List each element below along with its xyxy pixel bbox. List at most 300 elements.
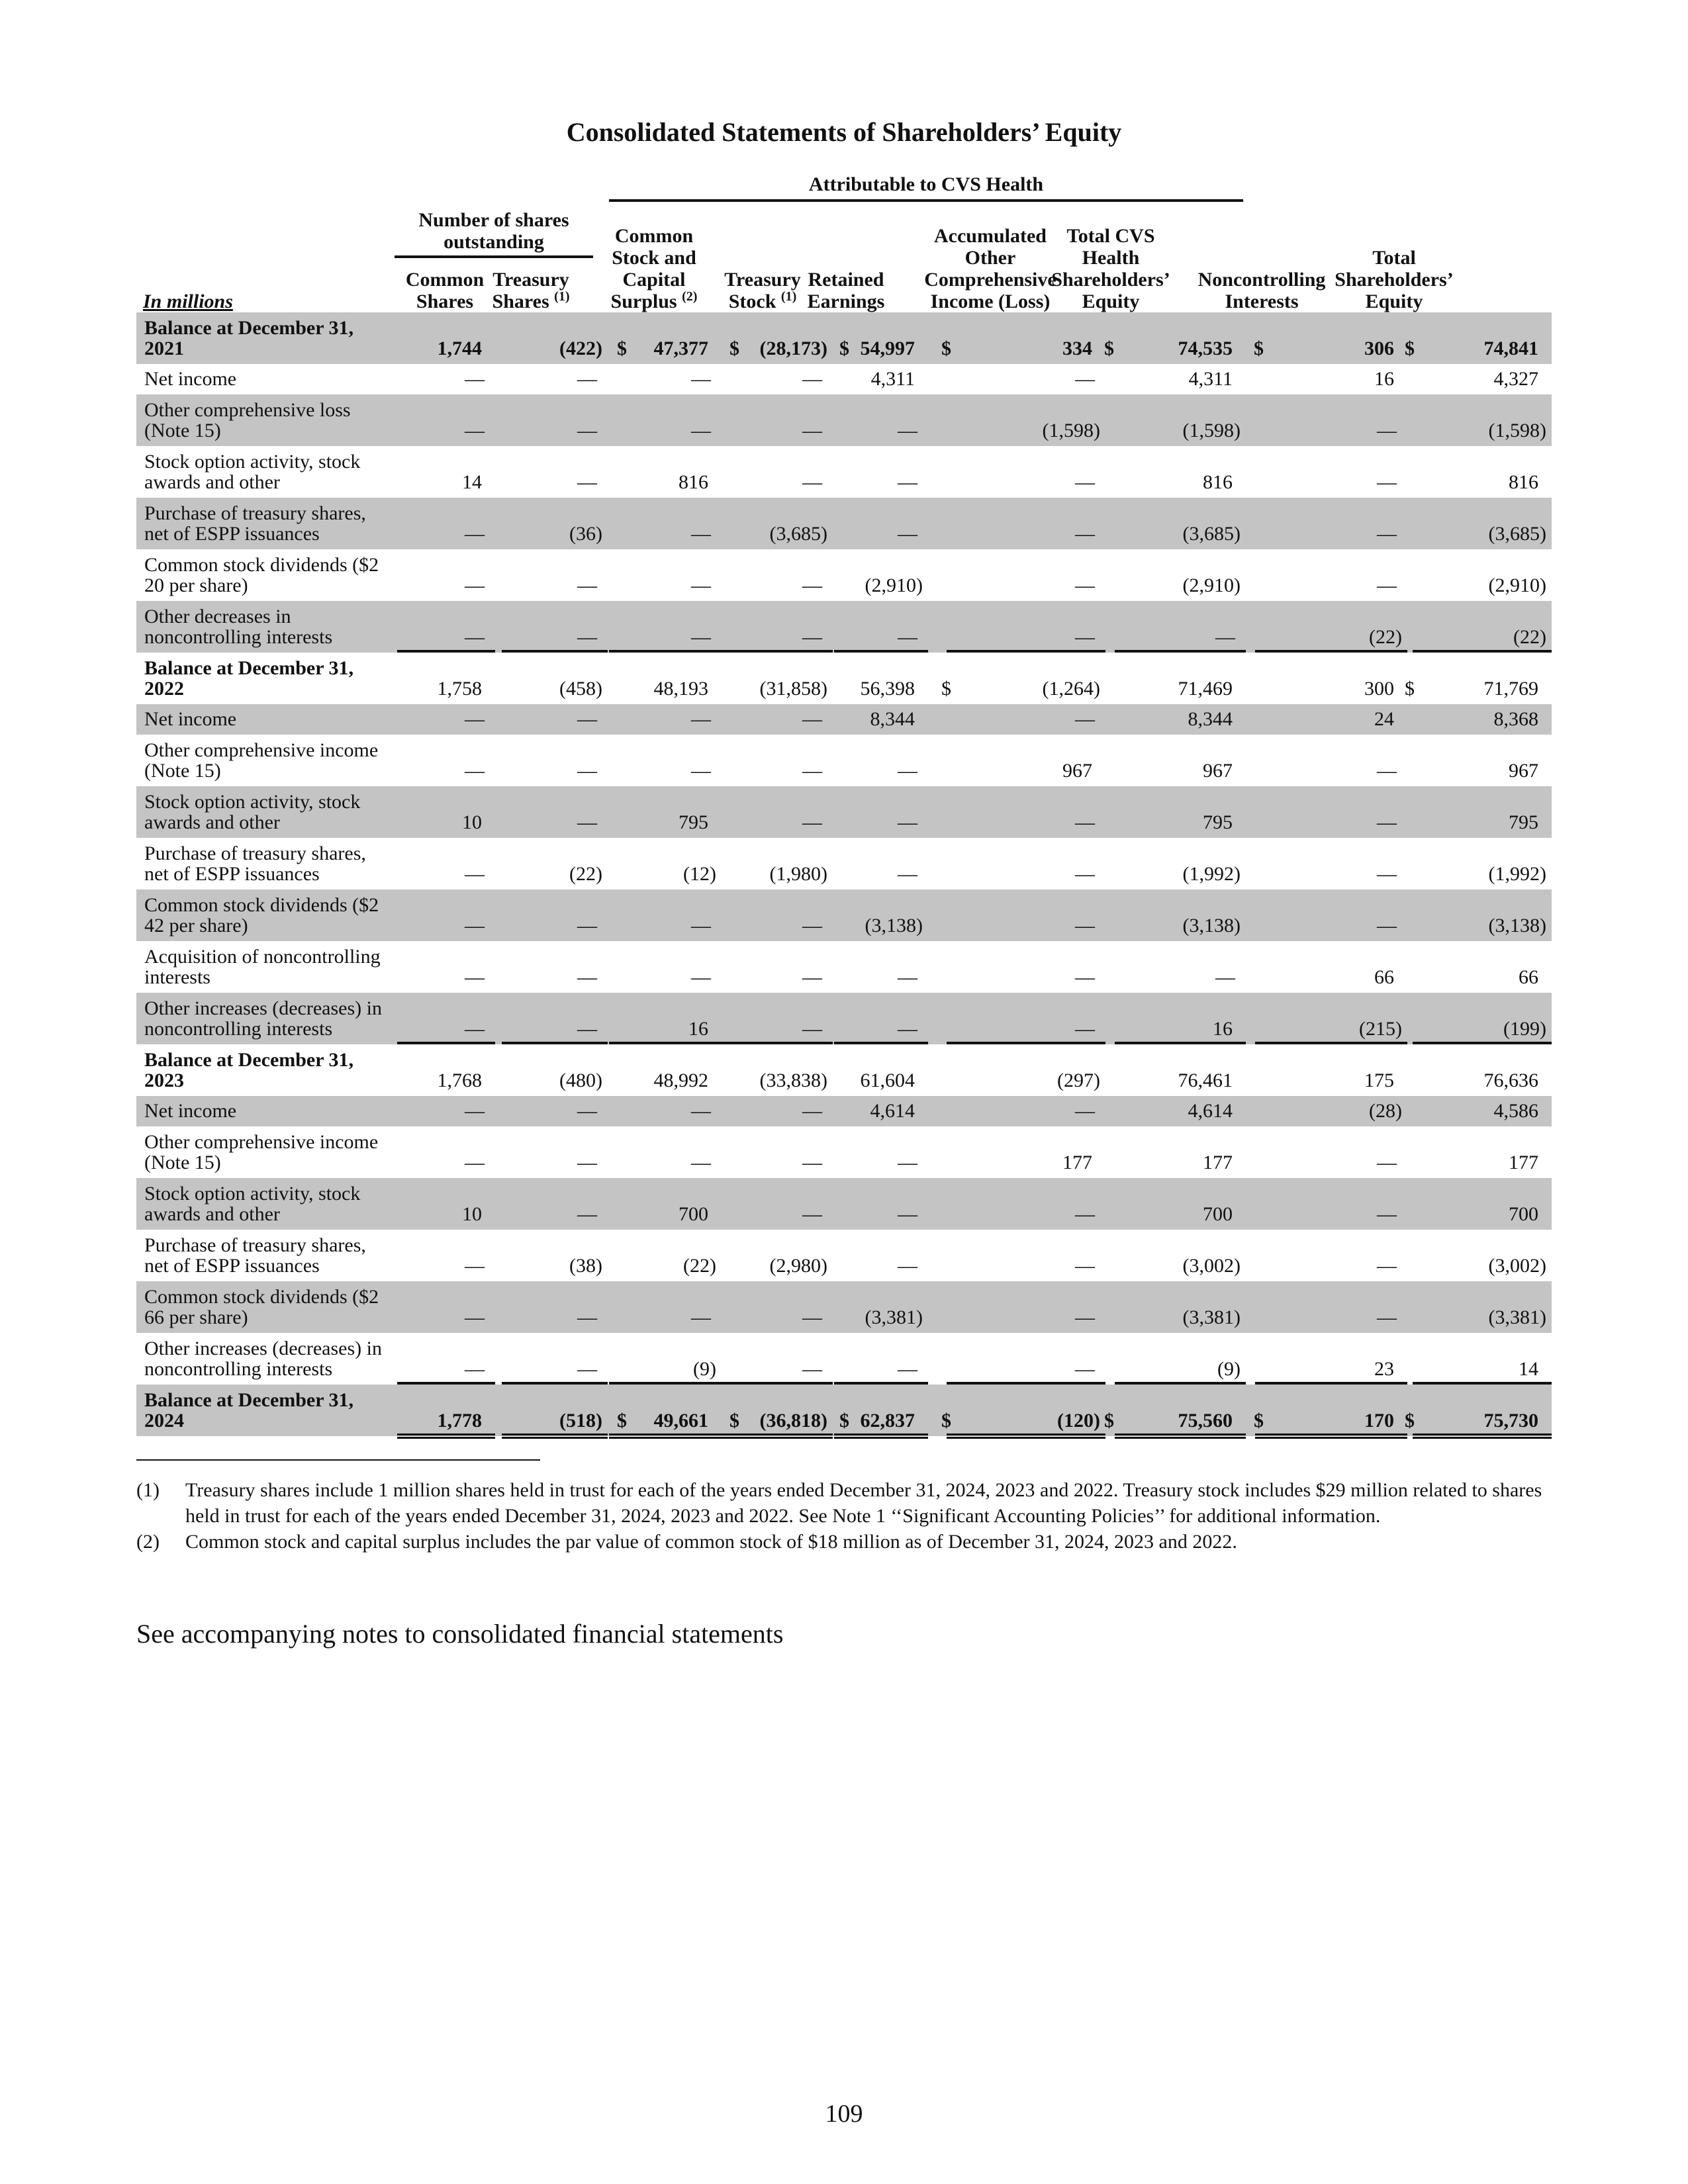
dollar-sign: $ [1405,1410,1415,1432]
cell-value: — [1075,1100,1095,1122]
cell-value: — [1377,574,1397,596]
cell-value: 47,377 [653,338,708,359]
cell-value: (22) [1369,626,1402,648]
row-label: Other increases (decreases) in noncontrolling interests [144,1338,382,1380]
cell-value: 71,469 [1178,678,1233,700]
cell-value: — [802,1358,822,1380]
cell-value: — [691,1306,711,1328]
cell-value: 24 [1374,708,1394,730]
total-double-underline [1115,1433,1246,1439]
cell-value: — [898,760,917,782]
cell-value: — [898,811,917,833]
cell-value: (2,910) [1182,574,1241,596]
cell-value: 300 [1364,678,1394,700]
row-label: Other comprehensive income (Note 15) [144,1131,379,1173]
cell-value: (3,685) [769,523,827,545]
cell-value: 48,193 [653,678,708,700]
row-label: Balance at December 31, 2024 [144,1389,354,1432]
cell-value: — [1215,626,1235,648]
footnote-number: (2) [136,1531,160,1553]
cell-value: — [691,966,711,988]
cell-value: — [802,1018,822,1040]
cell-value: — [802,915,822,936]
cell-value: (22) [683,1255,716,1277]
table-row [136,498,1552,549]
cell-value: — [465,523,485,545]
cell-value: (3,685) [1488,523,1546,545]
cell-value: — [577,1358,597,1380]
cell-value: — [691,1100,711,1122]
table-row [136,941,1552,993]
cell-value: 66 [1519,966,1538,988]
cell-value: — [802,1152,822,1173]
cell-value: — [577,1152,597,1173]
cell-value: — [1075,811,1095,833]
cell-value: 76,636 [1483,1069,1538,1091]
total-double-underline [397,1433,495,1439]
cell-value: — [1377,1306,1397,1328]
column-header [594,225,714,312]
cell-value: — [465,863,485,885]
column-header [800,269,892,312]
total-double-underline [834,1433,928,1439]
balance-row [136,653,1552,704]
footnote-ref: (1) [780,289,797,304]
cell-value: — [898,966,917,988]
cell-value: — [577,811,597,833]
cell-value: 700 [1509,1203,1538,1225]
cell-value: — [577,1018,597,1040]
cell-value: — [1075,471,1095,493]
row-label: Common stock dividends ($2 42 per share) [144,894,379,936]
cell-value: 795 [679,811,708,833]
column-header-label: Retained Earnings [807,269,885,312]
cell-value: — [577,1203,597,1225]
total-double-underline [502,1433,608,1439]
dollar-sign: $ [1104,338,1114,359]
footnotes [136,1477,1560,1555]
cell-value: (2,910) [865,574,923,596]
cell-value: — [898,1358,917,1380]
equity-table [136,173,1552,1436]
cell-value: (422) [559,338,602,359]
cell-value: — [1377,1152,1397,1173]
cell-value: — [1377,1203,1397,1225]
row-label: Stock option activity, stock awards and other [144,1183,361,1225]
cell-value: — [898,626,917,648]
row-label: Balance at December 31, 2021 [144,317,354,359]
cell-value: 23 [1374,1358,1394,1380]
cell-value: 16 [1374,368,1394,390]
cell-value: (22) [1513,626,1546,648]
cell-value: (2,910) [1488,574,1546,596]
cell-value: 4,614 [1188,1100,1233,1122]
dollar-sign: $ [729,338,739,359]
total-double-underline [1413,1433,1552,1439]
cell-value: — [1075,368,1095,390]
row-label: Stock option activity, stock awards and other [144,451,361,493]
column-header-label: Common Shares [405,269,485,312]
page-title: Consolidated Statements of Shareholders’ Equity [566,117,1122,147]
cell-value: 48,992 [653,1069,708,1091]
cell-value: — [1075,915,1095,936]
cell-value: 56,398 [860,678,915,700]
cell-value: 177 [1062,1152,1092,1173]
cell-value: (3,138) [865,915,923,936]
cell-value: — [1215,966,1235,988]
cell-value: — [802,574,822,596]
table-row [136,993,1552,1044]
cell-value: 816 [679,471,708,493]
column-header-label: Accumulated Other Comprehensive Income (Loss) [924,225,1056,312]
cell-value: (199) [1503,1018,1546,1040]
cell-value: — [1377,811,1397,833]
dollar-sign: $ [617,1410,627,1432]
cell-value: — [898,1203,917,1225]
cell-value: — [898,1152,917,1173]
cell-value: 700 [1203,1203,1233,1225]
dollar-sign: $ [839,338,849,359]
table-row [136,1333,1552,1385]
cell-value: (1,598) [1488,420,1546,441]
cell-value: — [802,708,822,730]
cell-value: 75,730 [1483,1410,1538,1432]
column-header-label: Total Shareholders’ Equity [1335,247,1454,312]
cell-value: (9) [693,1358,716,1380]
page-number: 109 [825,2100,863,2128]
cell-value: — [465,420,485,441]
cell-value: 49,661 [653,1410,708,1432]
footnote [136,1477,1560,1529]
footnote-ref: (2) [682,289,698,304]
cell-value: 795 [1509,811,1538,833]
table-row [136,394,1552,446]
cell-value: — [577,708,597,730]
dollar-sign: $ [617,338,627,359]
row-label: Other decreases in noncontrolling interests [144,606,333,648]
column-header-label: Treasury Shares [492,269,569,312]
cell-value: — [577,915,597,936]
cell-value: — [1075,1255,1095,1277]
cell-value: (3,685) [1182,523,1241,545]
cell-value: 306 [1364,338,1394,359]
cell-value: 1,778 [437,1410,482,1432]
cell-value: — [802,471,822,493]
total-double-underline [722,1433,833,1439]
row-label: Balance at December 31, 2022 [144,657,354,700]
cell-value: — [1075,708,1095,730]
table-row [136,1230,1552,1281]
footnote [136,1529,1560,1555]
cell-value: 8,344 [870,708,915,730]
cell-value: 4,614 [870,1100,915,1122]
table-body [136,312,1552,1436]
in-millions-label: In millions [143,291,233,312]
cell-value: (31,858) [759,678,827,700]
cell-value: — [577,966,597,988]
table-row [136,1126,1552,1178]
cell-value: — [465,1255,485,1277]
cell-value: 54,997 [860,338,915,359]
row-label: Purchase of treasury shares, net of ESPP issuances [144,502,366,545]
table-row [136,364,1552,394]
cell-value: 1,768 [437,1069,482,1091]
cell-value: — [465,966,485,988]
cell-value: 74,841 [1483,338,1538,359]
cell-value: 8,344 [1188,708,1233,730]
cell-value: — [1377,863,1397,885]
cell-value: — [691,1152,711,1173]
column-header [1045,225,1177,312]
footnote-text: Common stock and capital surplus includes the par value of common stock of $18 million as of December 31, 2024, 2023 and 2022. [185,1531,1237,1553]
cell-value: (1,598) [1042,420,1100,441]
cell-value: 700 [679,1203,708,1225]
cell-value: — [465,1100,485,1122]
cell-value: — [802,1306,822,1328]
row-label: Purchase of treasury shares, net of ESPP issuances [144,842,366,885]
cell-value: 816 [1509,471,1538,493]
dollar-sign: $ [941,338,951,359]
row-label: Common stock dividends ($2 20 per share) [144,554,379,596]
cell-value: — [577,1100,597,1122]
cell-value: (3,381) [1182,1306,1241,1328]
footnote-number: (1) [136,1479,160,1501]
total-double-underline [609,1433,722,1439]
cell-value: — [1075,1358,1095,1380]
footnote-text: Treasury shares include 1 million shares held in trust for each of the years ended December 31, 2024, 2023 and 2022. Treasury stock includes $29 million related to shares held in trust for each of the years ended December 31, 2024, 2023 and 2022. See Note 1 ‘‘Significant Accounting Policies’’ for additional information. [185,1479,1542,1527]
cell-value: (22) [569,863,602,885]
cell-value: (33,838) [759,1069,827,1091]
row-label: Other comprehensive loss (Note 15) [144,399,351,441]
cell-value: — [465,1152,485,1173]
cell-value: — [691,420,711,441]
balance-row [136,312,1552,364]
row-label: Net income [144,368,237,390]
balance-row [136,1385,1552,1436]
cell-value: 16 [1213,1018,1233,1040]
cell-value: (3,002) [1182,1255,1241,1277]
dollar-sign: $ [1254,1410,1264,1432]
group-header-attributable: Attributable to CVS Health [609,173,1243,202]
cell-value: — [898,863,917,885]
cell-value: — [898,471,917,493]
table-row [136,838,1552,889]
cell-value: — [465,368,485,390]
cell-value: (215) [1359,1018,1402,1040]
cell-value: — [577,420,597,441]
column-header-label: Common Stock and Capital Surplus [610,225,696,312]
cell-value: — [691,760,711,782]
cell-value: — [1377,1255,1397,1277]
cell-value: — [577,760,597,782]
cell-value: (120) [1057,1410,1100,1432]
row-label: Purchase of treasury shares, net of ESPP issuances [144,1234,366,1277]
row-label: Common stock dividends ($2 66 per share) [144,1286,379,1328]
cell-value: (3,381) [865,1306,923,1328]
cell-value: 10 [462,1203,482,1225]
cell-value: — [1075,1018,1095,1040]
cell-value: 76,461 [1178,1069,1233,1091]
cell-value: 71,769 [1483,678,1538,700]
cell-value: 4,311 [870,368,915,390]
cell-value: 4,311 [1188,368,1233,390]
dollar-sign: $ [1254,338,1264,359]
cell-value: — [465,1358,485,1380]
cell-value: (1,992) [1182,863,1241,885]
cell-value: (297) [1057,1069,1100,1091]
cell-value: — [465,708,485,730]
cell-value: 61,604 [860,1069,915,1091]
cell-value: 1,744 [437,338,482,359]
cell-value: — [465,1018,485,1040]
cell-value: 4,586 [1493,1100,1538,1122]
cell-value: (36,818) [759,1410,827,1432]
table-row [136,601,1552,653]
cell-value: 177 [1203,1152,1233,1173]
table-row [136,704,1552,735]
cell-value: — [577,626,597,648]
cell-value: (518) [559,1410,602,1432]
balance-row [136,1044,1552,1096]
cell-value: — [691,626,711,648]
cell-value: (1,992) [1488,863,1546,885]
cell-value: — [465,915,485,936]
cell-value: — [465,760,485,782]
cell-value: — [898,1018,917,1040]
cell-value: — [1075,863,1095,885]
cell-value: — [898,523,917,545]
dollar-sign: $ [941,678,951,700]
cell-value: 175 [1364,1069,1394,1091]
cell-value: — [1377,523,1397,545]
column-header [1189,269,1335,312]
dollar-sign: $ [1405,338,1415,359]
cell-value: — [577,574,597,596]
cell-value: 334 [1062,338,1092,359]
row-label: Stock option activity, stock awards and other [144,791,361,833]
table-header [136,173,1552,312]
row-label: Net income [144,1100,237,1122]
footnote-ref: (1) [554,289,570,304]
table-row [136,1096,1552,1126]
cell-value: — [898,420,917,441]
table-row [136,889,1552,941]
row-label: Acquisition of noncontrolling interests [144,946,381,988]
cell-value: — [1075,523,1095,545]
cell-value: 10 [462,811,482,833]
table-row [136,735,1552,786]
cell-value: — [802,760,822,782]
row-label: Other comprehensive income (Note 15) [144,739,379,782]
cell-value: — [691,368,711,390]
cell-value: (458) [559,678,602,700]
column-header [1321,247,1467,312]
cell-value: — [1377,915,1397,936]
cell-value: 75,560 [1178,1410,1233,1432]
cell-value: — [465,1306,485,1328]
see-notes-text: See accompanying notes to consolidated financial statements [136,1619,784,1649]
cell-value: — [802,626,822,648]
cell-value: (28,173) [759,338,827,359]
footnote-rule [136,1459,540,1461]
cell-value: (3,381) [1488,1306,1546,1328]
cell-value: — [1075,1203,1095,1225]
cell-value: — [1075,626,1095,648]
cell-value: 62,837 [860,1410,915,1432]
cell-value: — [802,1203,822,1225]
dollar-sign: $ [729,1410,739,1432]
column-header [713,269,812,312]
cell-value: — [802,811,822,833]
cell-value: — [1075,966,1095,988]
cell-value: 1,758 [437,678,482,700]
row-label: Other increases (decreases) in noncontrolling interests [144,997,382,1040]
row-label: Net income [144,708,237,730]
cell-value: 795 [1203,811,1233,833]
cell-value: (36) [569,523,602,545]
cell-value: — [691,523,711,545]
cell-value: — [1075,1306,1095,1328]
table-row [136,1281,1552,1333]
cell-value: — [577,368,597,390]
cell-value: 967 [1062,760,1092,782]
cell-value: — [802,420,822,441]
dollar-sign: $ [839,1410,849,1432]
column-header-label: Total CVS Health Shareholders’ Equity [1051,225,1170,312]
cell-value: 967 [1203,760,1233,782]
cell-value: — [1075,574,1095,596]
cell-value: (38) [569,1255,602,1277]
dollar-sign: $ [941,1410,951,1432]
total-double-underline [1255,1433,1407,1439]
cell-value: 816 [1203,471,1233,493]
cell-value: — [802,1100,822,1122]
table-row [136,786,1552,838]
cell-value: — [1377,471,1397,493]
cell-value: (1,598) [1182,420,1241,441]
group-header-shares: Number of shares outstanding [395,209,593,258]
cell-value: (480) [559,1069,602,1091]
cell-value: (28) [1369,1100,1402,1122]
table-row [136,1178,1552,1230]
cell-value: 16 [688,1018,708,1040]
cell-value: (3,138) [1488,915,1546,936]
table-row [136,446,1552,498]
cell-value: 967 [1509,760,1538,782]
table-row [136,549,1552,601]
total-double-underline [947,1433,1105,1439]
column-header-label: Noncontrolling Interests [1197,269,1326,312]
cell-value: 14 [462,471,482,493]
cell-value: 66 [1374,966,1394,988]
cell-value: — [465,574,485,596]
dollar-sign: $ [1405,678,1415,700]
cell-value: 14 [1519,1358,1538,1380]
cell-value: (9) [1217,1358,1241,1380]
cell-value: — [802,368,822,390]
cell-value: — [802,966,822,988]
cell-value: — [577,471,597,493]
cell-value: 74,535 [1178,338,1233,359]
column-header-label: Treasury Stock [724,269,801,312]
cell-value: — [1377,760,1397,782]
cell-value: — [691,708,711,730]
cell-value: — [691,915,711,936]
cell-value: (3,138) [1182,915,1241,936]
cell-value: — [1377,420,1397,441]
cell-value: 4,327 [1493,368,1538,390]
cell-value: (1,264) [1042,678,1100,700]
